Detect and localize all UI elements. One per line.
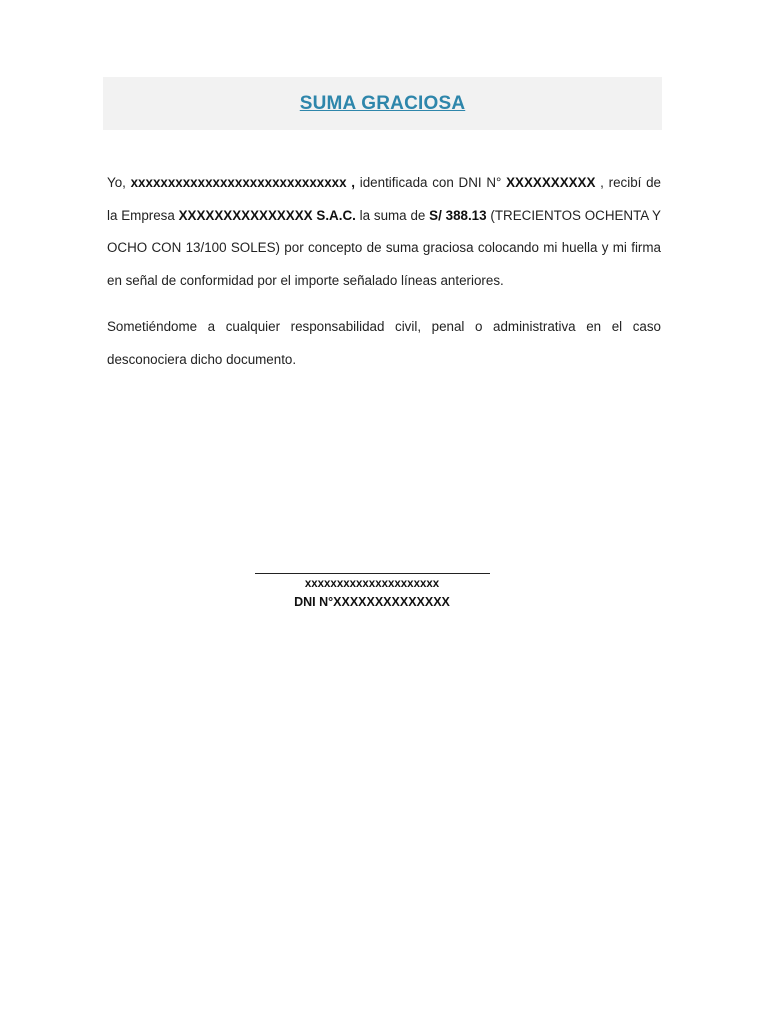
- title-banner: [103, 77, 662, 130]
- receipt-paragraph: [107, 167, 661, 298]
- amount-value: 388.13: [445, 207, 487, 223]
- text-dni-label: identificada con DNI N°: [355, 175, 507, 190]
- text-amount-words: (TRECIENTOS OCHENTA Y OCHO CON 13/100 SOLES) por concepto de suma graciosa colocando mi huella y mi firma en señal de conformidad por el importe señalado líneas anteriores.: [107, 207, 661, 289]
- recipient-name: xxxxxxxxxxxxxxxxxxxxxxxxxxxxx ,: [130, 175, 356, 190]
- signature-dni: DNI N°XXXXXXXXXXXXXX: [294, 595, 450, 609]
- text-intro: Yo,: [107, 175, 131, 190]
- document-title: SUMA GRACIOSA: [299, 92, 466, 114]
- company-name: XXXXXXXXXXXXXXX S.A.C.: [178, 207, 356, 223]
- recipient-dni: XXXXXXXXXX: [506, 175, 596, 190]
- text-sum-label: la suma de: [355, 207, 430, 223]
- signature-line: [255, 573, 490, 574]
- liability-paragraph: Sometiéndome a cualquier responsabilidad civil, penal o administrativa en el caso desconociera dicho documento.: [107, 319, 661, 367]
- text-company-label: , recibí de la Empresa: [107, 175, 661, 223]
- signature-name: xxxxxxxxxxxxxxxxxxxxx: [304, 578, 440, 590]
- currency-symbol: S/: [429, 207, 442, 223]
